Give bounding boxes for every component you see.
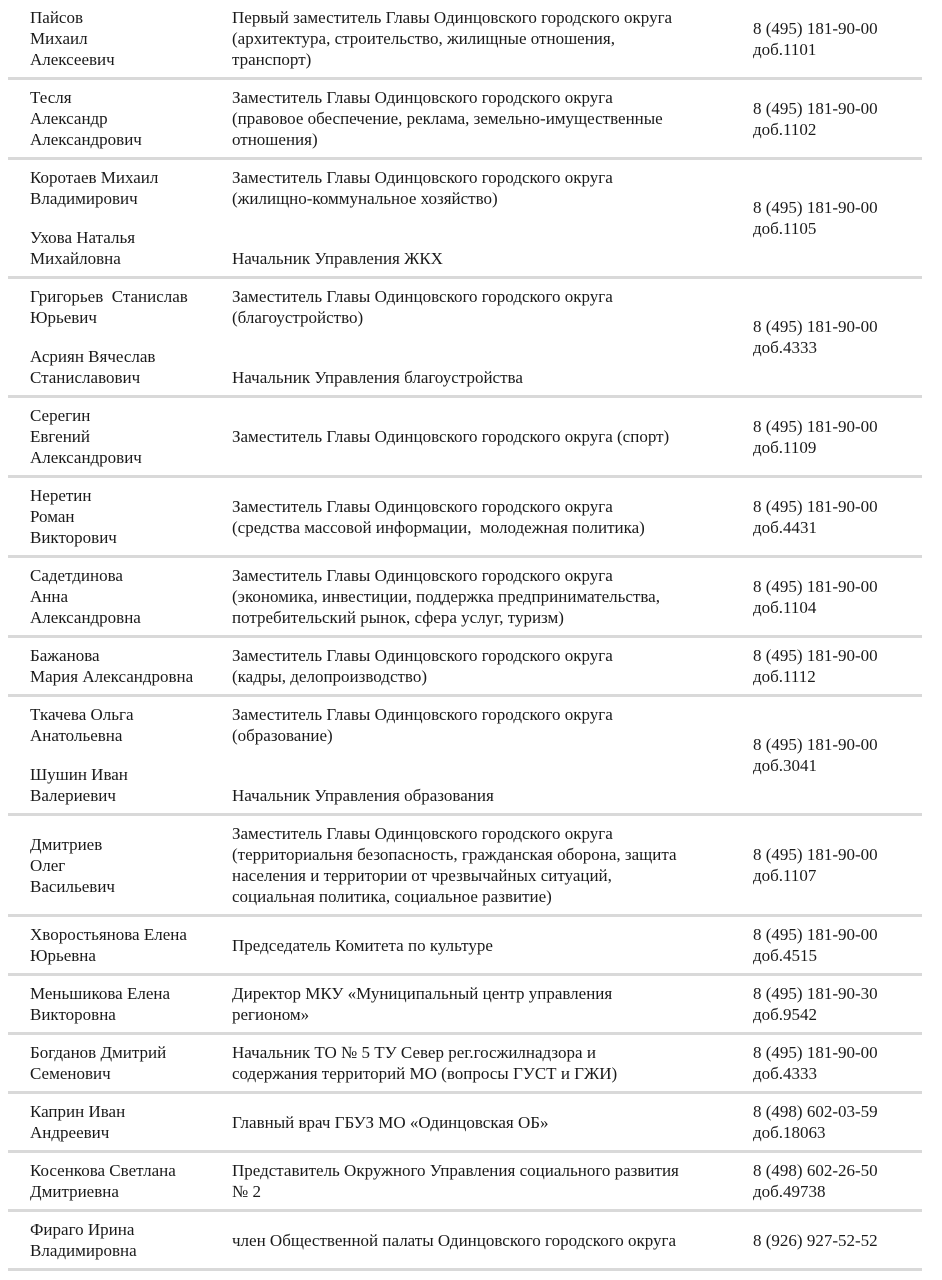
name-line: Владимировна xyxy=(30,1241,137,1260)
person-name xyxy=(30,983,232,1025)
person-position xyxy=(232,87,743,150)
position-cell xyxy=(232,704,753,806)
position-line: социальная политика, социальное развитие) xyxy=(232,887,552,906)
phone-cell xyxy=(753,485,922,548)
name-line: Анна xyxy=(30,587,69,606)
phone-line: доб.1107 xyxy=(753,866,817,885)
name-line: Пайсов xyxy=(30,8,83,27)
phone-line: доб.49738 xyxy=(753,1182,826,1201)
phone-line: доб.1109 xyxy=(753,437,817,457)
phone-cell xyxy=(753,1219,922,1261)
name-line: Серегин xyxy=(30,406,91,425)
phone-line: 8 (495) 181-90-00 xyxy=(753,317,878,336)
position-cell xyxy=(232,286,753,388)
person-name xyxy=(30,645,232,687)
table-row xyxy=(8,638,922,697)
person-name xyxy=(30,485,232,548)
position-line: Заместитель Главы Одинцовского городского округа xyxy=(232,88,613,107)
name-cell xyxy=(30,823,232,907)
person-name xyxy=(30,704,232,746)
position-line: потребительский рынок, сфера услуг, туризм) xyxy=(232,608,564,627)
person-name xyxy=(30,1160,232,1202)
position-cell xyxy=(232,405,753,468)
position-cell xyxy=(232,924,753,966)
name-cell xyxy=(30,405,232,468)
position-line: Начальник Управления ЖКХ xyxy=(232,249,443,268)
table-row xyxy=(8,697,922,816)
name-line: Богданов Дмитрий xyxy=(30,1043,167,1062)
name-cell xyxy=(30,983,232,1025)
person-position xyxy=(232,823,743,907)
name-cell xyxy=(30,167,232,269)
name-line: Викторович xyxy=(30,528,117,547)
position-line: (правовое обеспечение, реклама, земельно-имущественные xyxy=(232,109,663,128)
name-line: Коротаев Михаил xyxy=(30,168,159,187)
position-line: (территориальня безопасность, гражданская оборона, защита xyxy=(232,845,677,864)
person-position xyxy=(232,935,743,956)
name-line: Ткачева Ольга xyxy=(30,705,134,724)
person-name xyxy=(30,565,232,628)
phone-line: доб.4431 xyxy=(753,517,818,537)
person-name xyxy=(30,286,232,328)
person-name xyxy=(30,227,232,269)
name-line: Меньшикова Елена xyxy=(30,984,171,1003)
person-name xyxy=(30,167,232,209)
table-row xyxy=(8,558,922,638)
phone-cell xyxy=(753,924,922,966)
name-cell xyxy=(30,565,232,628)
name-line: Александрович xyxy=(30,130,142,149)
person-position xyxy=(232,7,743,70)
phone-cell xyxy=(753,1160,922,1202)
person-name xyxy=(30,346,232,388)
name-line: Михаил xyxy=(30,29,88,48)
phone-cell xyxy=(753,286,922,388)
position-line: Заместитель Главы Одинцовского городского округа xyxy=(232,566,613,585)
position-cell xyxy=(232,1160,753,1202)
table-row xyxy=(8,917,922,976)
name-cell xyxy=(30,704,232,806)
phone-cell xyxy=(753,1042,922,1084)
person-position xyxy=(232,565,743,628)
position-cell xyxy=(232,485,753,548)
name-cell xyxy=(30,924,232,966)
name-line: Григорьев Станислав xyxy=(30,287,188,306)
phone-line: 8 (495) 181-90-00 xyxy=(753,925,878,944)
person-position xyxy=(232,1042,743,1084)
position-line: Заместитель Главы Одинцовского городского округа xyxy=(232,824,613,843)
person-name xyxy=(30,924,232,966)
phone-cell xyxy=(753,1101,922,1143)
name-line: Садетдинова xyxy=(30,566,123,585)
phone-line: 8 (495) 181-90-00 xyxy=(753,198,878,217)
name-line: Роман xyxy=(30,507,75,526)
name-line: Евгений xyxy=(30,427,90,446)
position-line: Заместитель Главы Одинцовского городского округа xyxy=(232,646,613,665)
name-line: Александр xyxy=(30,109,108,128)
phone-line: 8 (495) 181-90-00 xyxy=(753,416,878,436)
person-position xyxy=(232,167,743,209)
position-cell xyxy=(232,1219,753,1261)
name-line: Юрьевна xyxy=(30,946,96,965)
position-line: Председатель Комитета по культуре xyxy=(232,935,493,955)
phone-line: 8 (495) 181-90-00 xyxy=(753,576,878,596)
phone-cell xyxy=(753,7,922,70)
name-line: Анатольевна xyxy=(30,726,123,745)
name-line: Олег xyxy=(30,855,66,875)
table-body xyxy=(8,0,922,1271)
name-line: Бажанова xyxy=(30,646,100,665)
name-line: Валериевич xyxy=(30,786,116,805)
person-position xyxy=(232,367,743,388)
contacts-table xyxy=(8,0,922,1271)
phone-line: 8 (495) 181-90-00 xyxy=(753,496,878,516)
phone-line: 8 (926) 927-52-52 xyxy=(753,1230,878,1250)
name-cell xyxy=(30,645,232,687)
table-row xyxy=(8,976,922,1035)
table-row xyxy=(8,279,922,398)
name-line: Алексеевич xyxy=(30,50,115,69)
person-name xyxy=(30,87,232,150)
position-line: № 2 xyxy=(232,1182,261,1201)
position-line: Начальник Управления благоустройства xyxy=(232,368,523,387)
phone-line: 8 (495) 181-90-00 xyxy=(753,646,878,665)
position-line: Заместитель Главы Одинцовского городского округа xyxy=(232,496,613,516)
position-cell xyxy=(232,645,753,687)
position-line: (кадры, делопроизводство) xyxy=(232,667,427,686)
position-line: (благоустройство) xyxy=(232,308,364,327)
person-position xyxy=(232,248,743,269)
name-line: Михайловна xyxy=(30,249,121,268)
position-line: Начальник ТО № 5 ТУ Север рег.госжилнадзора и xyxy=(232,1043,596,1062)
position-line: Заместитель Главы Одинцовского городского округа xyxy=(232,168,613,187)
person-position xyxy=(232,426,743,447)
position-cell xyxy=(232,167,753,269)
person-name xyxy=(30,7,232,70)
phone-line: доб.1104 xyxy=(753,597,817,617)
phone-line: доб.3041 xyxy=(753,756,818,775)
position-cell xyxy=(232,87,753,150)
position-line: содержания территорий МО (вопросы ГУСТ и ГЖИ) xyxy=(232,1064,618,1083)
phone-cell xyxy=(753,704,922,806)
person-position xyxy=(232,645,743,687)
person-name xyxy=(30,1042,232,1084)
phone-line: доб.4515 xyxy=(753,946,818,965)
table-row xyxy=(8,0,922,80)
position-line: (экономика, инвестиции, поддержка предпринимательства, xyxy=(232,587,660,606)
name-cell xyxy=(30,7,232,70)
person-position xyxy=(232,1230,743,1251)
name-line: Фираго Ирина xyxy=(30,1220,135,1239)
phone-line: 8 (498) 602-26-50 xyxy=(753,1161,878,1180)
phone-line: доб.18063 xyxy=(753,1123,826,1142)
person-position xyxy=(232,704,743,746)
name-line: Андреевич xyxy=(30,1123,110,1142)
person-name xyxy=(30,764,232,806)
name-cell xyxy=(30,1160,232,1202)
name-line: Шушин Иван xyxy=(30,765,128,784)
position-cell xyxy=(232,1042,753,1084)
phone-line: 8 (495) 181-90-00 xyxy=(753,1043,878,1062)
person-position xyxy=(232,785,743,806)
name-line: Каприн Иван xyxy=(30,1102,126,1121)
position-line: Представитель Окружного Управления социального развития xyxy=(232,1161,679,1180)
phone-line: 8 (495) 181-90-00 xyxy=(753,18,878,38)
person-name xyxy=(30,834,232,897)
position-line: (образование) xyxy=(232,726,333,745)
person-position xyxy=(232,983,743,1025)
position-line: член Общественной палаты Одинцовского городского округа xyxy=(232,1230,677,1250)
name-line: Станиславович xyxy=(30,368,141,387)
position-line: Заместитель Главы Одинцовского городского округа xyxy=(232,705,613,724)
name-line: Александрович xyxy=(30,448,142,467)
table-row xyxy=(8,478,922,558)
person-name xyxy=(30,1219,232,1261)
name-line: Семенович xyxy=(30,1064,111,1083)
position-line: Начальник Управления образования xyxy=(232,786,494,805)
position-line: (жилищно-коммунальное хозяйство) xyxy=(232,189,498,208)
phone-line: доб.4333 xyxy=(753,338,818,357)
person-position xyxy=(232,286,743,328)
name-cell xyxy=(30,1219,232,1261)
table-row xyxy=(8,1212,922,1271)
position-line: населения и территории от чрезвычайных ситуаций, xyxy=(232,866,612,885)
phone-cell xyxy=(753,405,922,468)
person-name xyxy=(30,405,232,468)
position-line: регионом» xyxy=(232,1005,310,1024)
name-line: Александровна xyxy=(30,608,141,627)
table-row xyxy=(8,80,922,160)
position-line: Заместитель Главы Одинцовского городского округа (спорт) xyxy=(232,427,670,446)
phone-cell xyxy=(753,983,922,1025)
person-position xyxy=(232,1112,743,1133)
position-line: Главный врач ГБУЗ МО «Одинцовская ОБ» xyxy=(232,1112,549,1132)
name-line: Владимирович xyxy=(30,189,138,208)
phone-cell xyxy=(753,167,922,269)
phone-line: доб.1112 xyxy=(753,667,816,686)
position-line: транспорт) xyxy=(232,50,312,69)
position-cell xyxy=(232,1101,753,1143)
name-cell xyxy=(30,1042,232,1084)
phone-line: 8 (495) 181-90-00 xyxy=(753,735,878,754)
name-line: Асриян Вячеслав xyxy=(30,347,156,366)
name-cell xyxy=(30,485,232,548)
phone-line: доб.1105 xyxy=(753,219,817,238)
name-line: Дмитриев xyxy=(30,834,103,854)
position-cell xyxy=(232,7,753,70)
position-line: (средства массовой информации, молодежная политика) xyxy=(232,517,645,537)
position-line: отношения) xyxy=(232,130,318,149)
phone-line: 8 (495) 181-90-30 xyxy=(753,984,878,1003)
name-line: Васильевич xyxy=(30,876,115,896)
phone-line: 8 (498) 602-03-59 xyxy=(753,1102,878,1121)
name-line: Косенкова Светлана xyxy=(30,1161,176,1180)
name-line: Неретин xyxy=(30,486,92,505)
phone-line: доб.1102 xyxy=(753,119,817,139)
phone-line: доб.9542 xyxy=(753,1005,818,1024)
phone-line: доб.1101 xyxy=(753,39,817,59)
position-cell xyxy=(232,565,753,628)
name-line: Юрьевич xyxy=(30,308,97,327)
name-line: Тесля xyxy=(30,88,72,107)
phone-cell xyxy=(753,565,922,628)
phone-cell xyxy=(753,823,922,907)
position-cell xyxy=(232,823,753,907)
name-line: Мария Александровна xyxy=(30,667,194,686)
name-line: Хворостьянова Елена xyxy=(30,925,187,944)
position-line: Директор МКУ «Муниципальный центр управления xyxy=(232,984,613,1003)
table-row xyxy=(8,1035,922,1094)
table-row xyxy=(8,398,922,478)
table-row xyxy=(8,160,922,279)
name-line: Викторовна xyxy=(30,1005,116,1024)
table-row xyxy=(8,1094,922,1153)
position-line: (архитектура, строительство, жилищные отношения, xyxy=(232,29,615,48)
name-line: Дмитриевна xyxy=(30,1182,119,1201)
person-position xyxy=(232,496,743,538)
phone-line: доб.4333 xyxy=(753,1064,818,1083)
table-row xyxy=(8,816,922,917)
position-cell xyxy=(232,983,753,1025)
phone-cell xyxy=(753,645,922,687)
table-row xyxy=(8,1153,922,1212)
name-cell xyxy=(30,1101,232,1143)
phone-line: 8 (495) 181-90-00 xyxy=(753,845,878,864)
name-cell xyxy=(30,87,232,150)
phone-line: 8 (495) 181-90-00 xyxy=(753,98,878,118)
name-line: Ухова Наталья xyxy=(30,228,136,247)
position-line: Заместитель Главы Одинцовского городского округа xyxy=(232,287,613,306)
person-name xyxy=(30,1101,232,1143)
phone-cell xyxy=(753,87,922,150)
position-line: Первый заместитель Главы Одинцовского городского округа xyxy=(232,8,673,27)
name-cell xyxy=(30,286,232,388)
person-position xyxy=(232,1160,743,1202)
